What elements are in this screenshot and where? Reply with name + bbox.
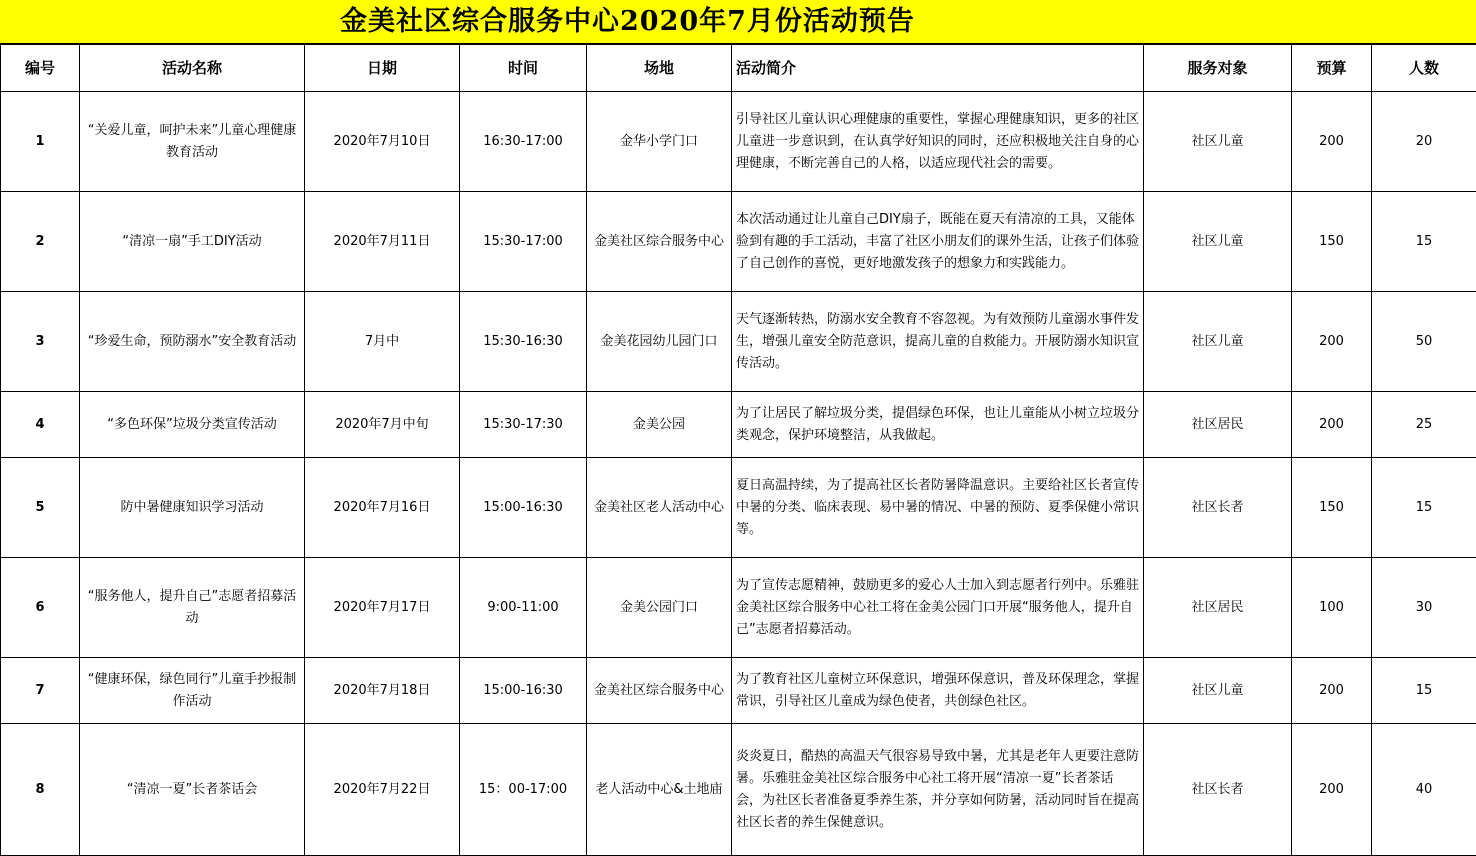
cell-no: 2 <box>1 192 80 292</box>
cell-desc: 为了宣传志愿精神，鼓励更多的爱心人士加入到志愿者行列中。乐雅驻金美社区综合服务中心社工将在金美公园门口开展“服务他人，提升自己”志愿者招募活动。 <box>732 558 1144 658</box>
header-desc: 活动简介 <box>732 45 1144 92</box>
cell-time: 15:00-16:30 <box>460 458 587 558</box>
cell-target: 社区居民 <box>1144 558 1292 658</box>
cell-target: 社区长者 <box>1144 724 1292 856</box>
cell-venue: 金美公园门口 <box>587 558 732 658</box>
cell-desc: 本次活动通过让儿童自己DIY扇子，既能在夏天有清凉的工具，又能体验到有趣的手工活动，丰富了社区小朋友们的课外生活，让孩子们体验了自己创作的喜悦，更好地激发孩子的想象力和实践能力。 <box>732 192 1144 292</box>
cell-budget: 200 <box>1292 292 1372 392</box>
cell-people: 15 <box>1372 458 1476 558</box>
cell-no: 6 <box>1 558 80 658</box>
cell-budget: 150 <box>1292 192 1372 292</box>
cell-date: 2020年7月11日 <box>305 192 460 292</box>
cell-time: 15:30-17:30 <box>460 392 587 458</box>
page-title: 金美社区综合服务中心2020年7月份活动预告 <box>340 6 915 37</box>
header-name: 活动名称 <box>80 45 305 92</box>
cell-target: 社区儿童 <box>1144 92 1292 192</box>
cell-desc: 炎炎夏日，酷热的高温天气很容易导致中暑，尤其是老年人更要注意防暑。乐雅驻金美社区综合服务中心社工将开展“清凉一夏”长者茶话会，为社区长者准备夏季养生茶，并分享如何防暑，活动同时旨在提高社区长者的养生保健意识。 <box>732 724 1144 856</box>
cell-target: 社区儿童 <box>1144 192 1292 292</box>
cell-name: “珍爱生命，预防溺水”安全教育活动 <box>80 292 305 392</box>
table-row <box>1 724 1476 856</box>
cell-no: 8 <box>1 724 80 856</box>
cell-target: 社区儿童 <box>1144 292 1292 392</box>
cell-budget: 200 <box>1292 658 1372 724</box>
cell-no: 5 <box>1 458 80 558</box>
cell-time: 15：00-17:00 <box>460 724 587 856</box>
cell-people: 15 <box>1372 192 1476 292</box>
cell-target: 社区居民 <box>1144 392 1292 458</box>
cell-budget: 200 <box>1292 92 1372 192</box>
cell-target: 社区长者 <box>1144 458 1292 558</box>
cell-desc: 为了让居民了解垃圾分类，提倡绿色环保，也让儿童能从小树立垃圾分类观念，保护环境整洁，从我做起。 <box>732 392 1144 458</box>
header-target: 服务对象 <box>1144 45 1292 92</box>
header-date: 日期 <box>305 45 460 92</box>
cell-time: 15:30-17:00 <box>460 192 587 292</box>
cell-name: “关爱儿童，呵护未来”儿童心理健康教育活动 <box>80 92 305 192</box>
cell-desc: 为了教育社区儿童树立环保意识，增强环保意识，普及环保理念，掌握常识，引导社区儿童成为绿色使者，共创绿色社区。 <box>732 658 1144 724</box>
cell-budget: 150 <box>1292 458 1372 558</box>
header-venue: 场地 <box>587 45 732 92</box>
cell-time: 15:00-16:30 <box>460 658 587 724</box>
cell-desc: 夏日高温持续，为了提高社区长者防暑降温意识。主要给社区长者宣传中暑的分类、临床表现、易中暑的情况、中暑的预防、夏季保健小常识等。 <box>732 458 1144 558</box>
cell-target: 社区儿童 <box>1144 658 1292 724</box>
cell-name: “清凉一扇”手工DIY活动 <box>80 192 305 292</box>
table-row <box>1 658 1476 724</box>
cell-date: 2020年7月中旬 <box>305 392 460 458</box>
cell-budget: 200 <box>1292 724 1372 856</box>
cell-people: 30 <box>1372 558 1476 658</box>
cell-no: 1 <box>1 92 80 192</box>
cell-date: 2020年7月18日 <box>305 658 460 724</box>
header-no: 编号 <box>1 45 80 92</box>
cell-people: 20 <box>1372 92 1476 192</box>
cell-people: 50 <box>1372 292 1476 392</box>
cell-no: 4 <box>1 392 80 458</box>
cell-date: 2020年7月17日 <box>305 558 460 658</box>
cell-venue: 金美公园 <box>587 392 732 458</box>
cell-name: “服务他人，提升自己”志愿者招募活动 <box>80 558 305 658</box>
cell-budget: 200 <box>1292 392 1372 458</box>
cell-desc: 引导社区儿童认识心理健康的重要性，掌握心理健康知识，更多的社区儿童进一步意识到，在认真学好知识的同时，还应积极地关注自身的心理健康，不断完善自己的人格，以适应现代社会的需要。 <box>732 92 1144 192</box>
cell-date: 7月中 <box>305 292 460 392</box>
cell-venue: 金华小学门口 <box>587 92 732 192</box>
cell-no: 3 <box>1 292 80 392</box>
cell-venue: 金美社区老人活动中心 <box>587 458 732 558</box>
cell-date: 2020年7月10日 <box>305 92 460 192</box>
table-row <box>1 392 1476 458</box>
header-people: 人数 <box>1372 45 1476 92</box>
cell-budget: 100 <box>1292 558 1372 658</box>
table-row <box>1 458 1476 558</box>
header-time: 时间 <box>460 45 587 92</box>
header-row <box>1 45 1476 92</box>
cell-name: “多色环保”垃圾分类宣传活动 <box>80 392 305 458</box>
cell-time: 16:30-17:00 <box>460 92 587 192</box>
cell-desc: 天气逐渐转热，防溺水安全教育不容忽视。为有效预防儿童溺水事件发生，增强儿童安全防范意识，提高儿童的自救能力。开展防溺水知识宣传活动。 <box>732 292 1144 392</box>
cell-name: 防中暑健康知识学习活动 <box>80 458 305 558</box>
cell-date: 2020年7月16日 <box>305 458 460 558</box>
header-budget: 预算 <box>1292 45 1372 92</box>
cell-time: 9:00-11:00 <box>460 558 587 658</box>
table-row <box>1 292 1476 392</box>
cell-people: 40 <box>1372 724 1476 856</box>
table-row <box>1 558 1476 658</box>
cell-name: “清凉一夏”长者茶话会 <box>80 724 305 856</box>
title-bar <box>0 0 1476 44</box>
cell-name: “健康环保，绿色同行”儿童手抄报制作活动 <box>80 658 305 724</box>
cell-venue: 金美花园幼儿园门口 <box>587 292 732 392</box>
table-row <box>1 92 1476 192</box>
cell-people: 25 <box>1372 392 1476 458</box>
cell-date: 2020年7月22日 <box>305 724 460 856</box>
cell-no: 7 <box>1 658 80 724</box>
cell-time: 15:30-16:30 <box>460 292 587 392</box>
cell-venue: 金美社区综合服务中心 <box>587 658 732 724</box>
table-row <box>1 192 1476 292</box>
cell-venue: 老人活动中心&土地庙 <box>587 724 732 856</box>
cell-venue: 金美社区综合服务中心 <box>587 192 732 292</box>
activity-table <box>0 44 1476 856</box>
cell-people: 15 <box>1372 658 1476 724</box>
